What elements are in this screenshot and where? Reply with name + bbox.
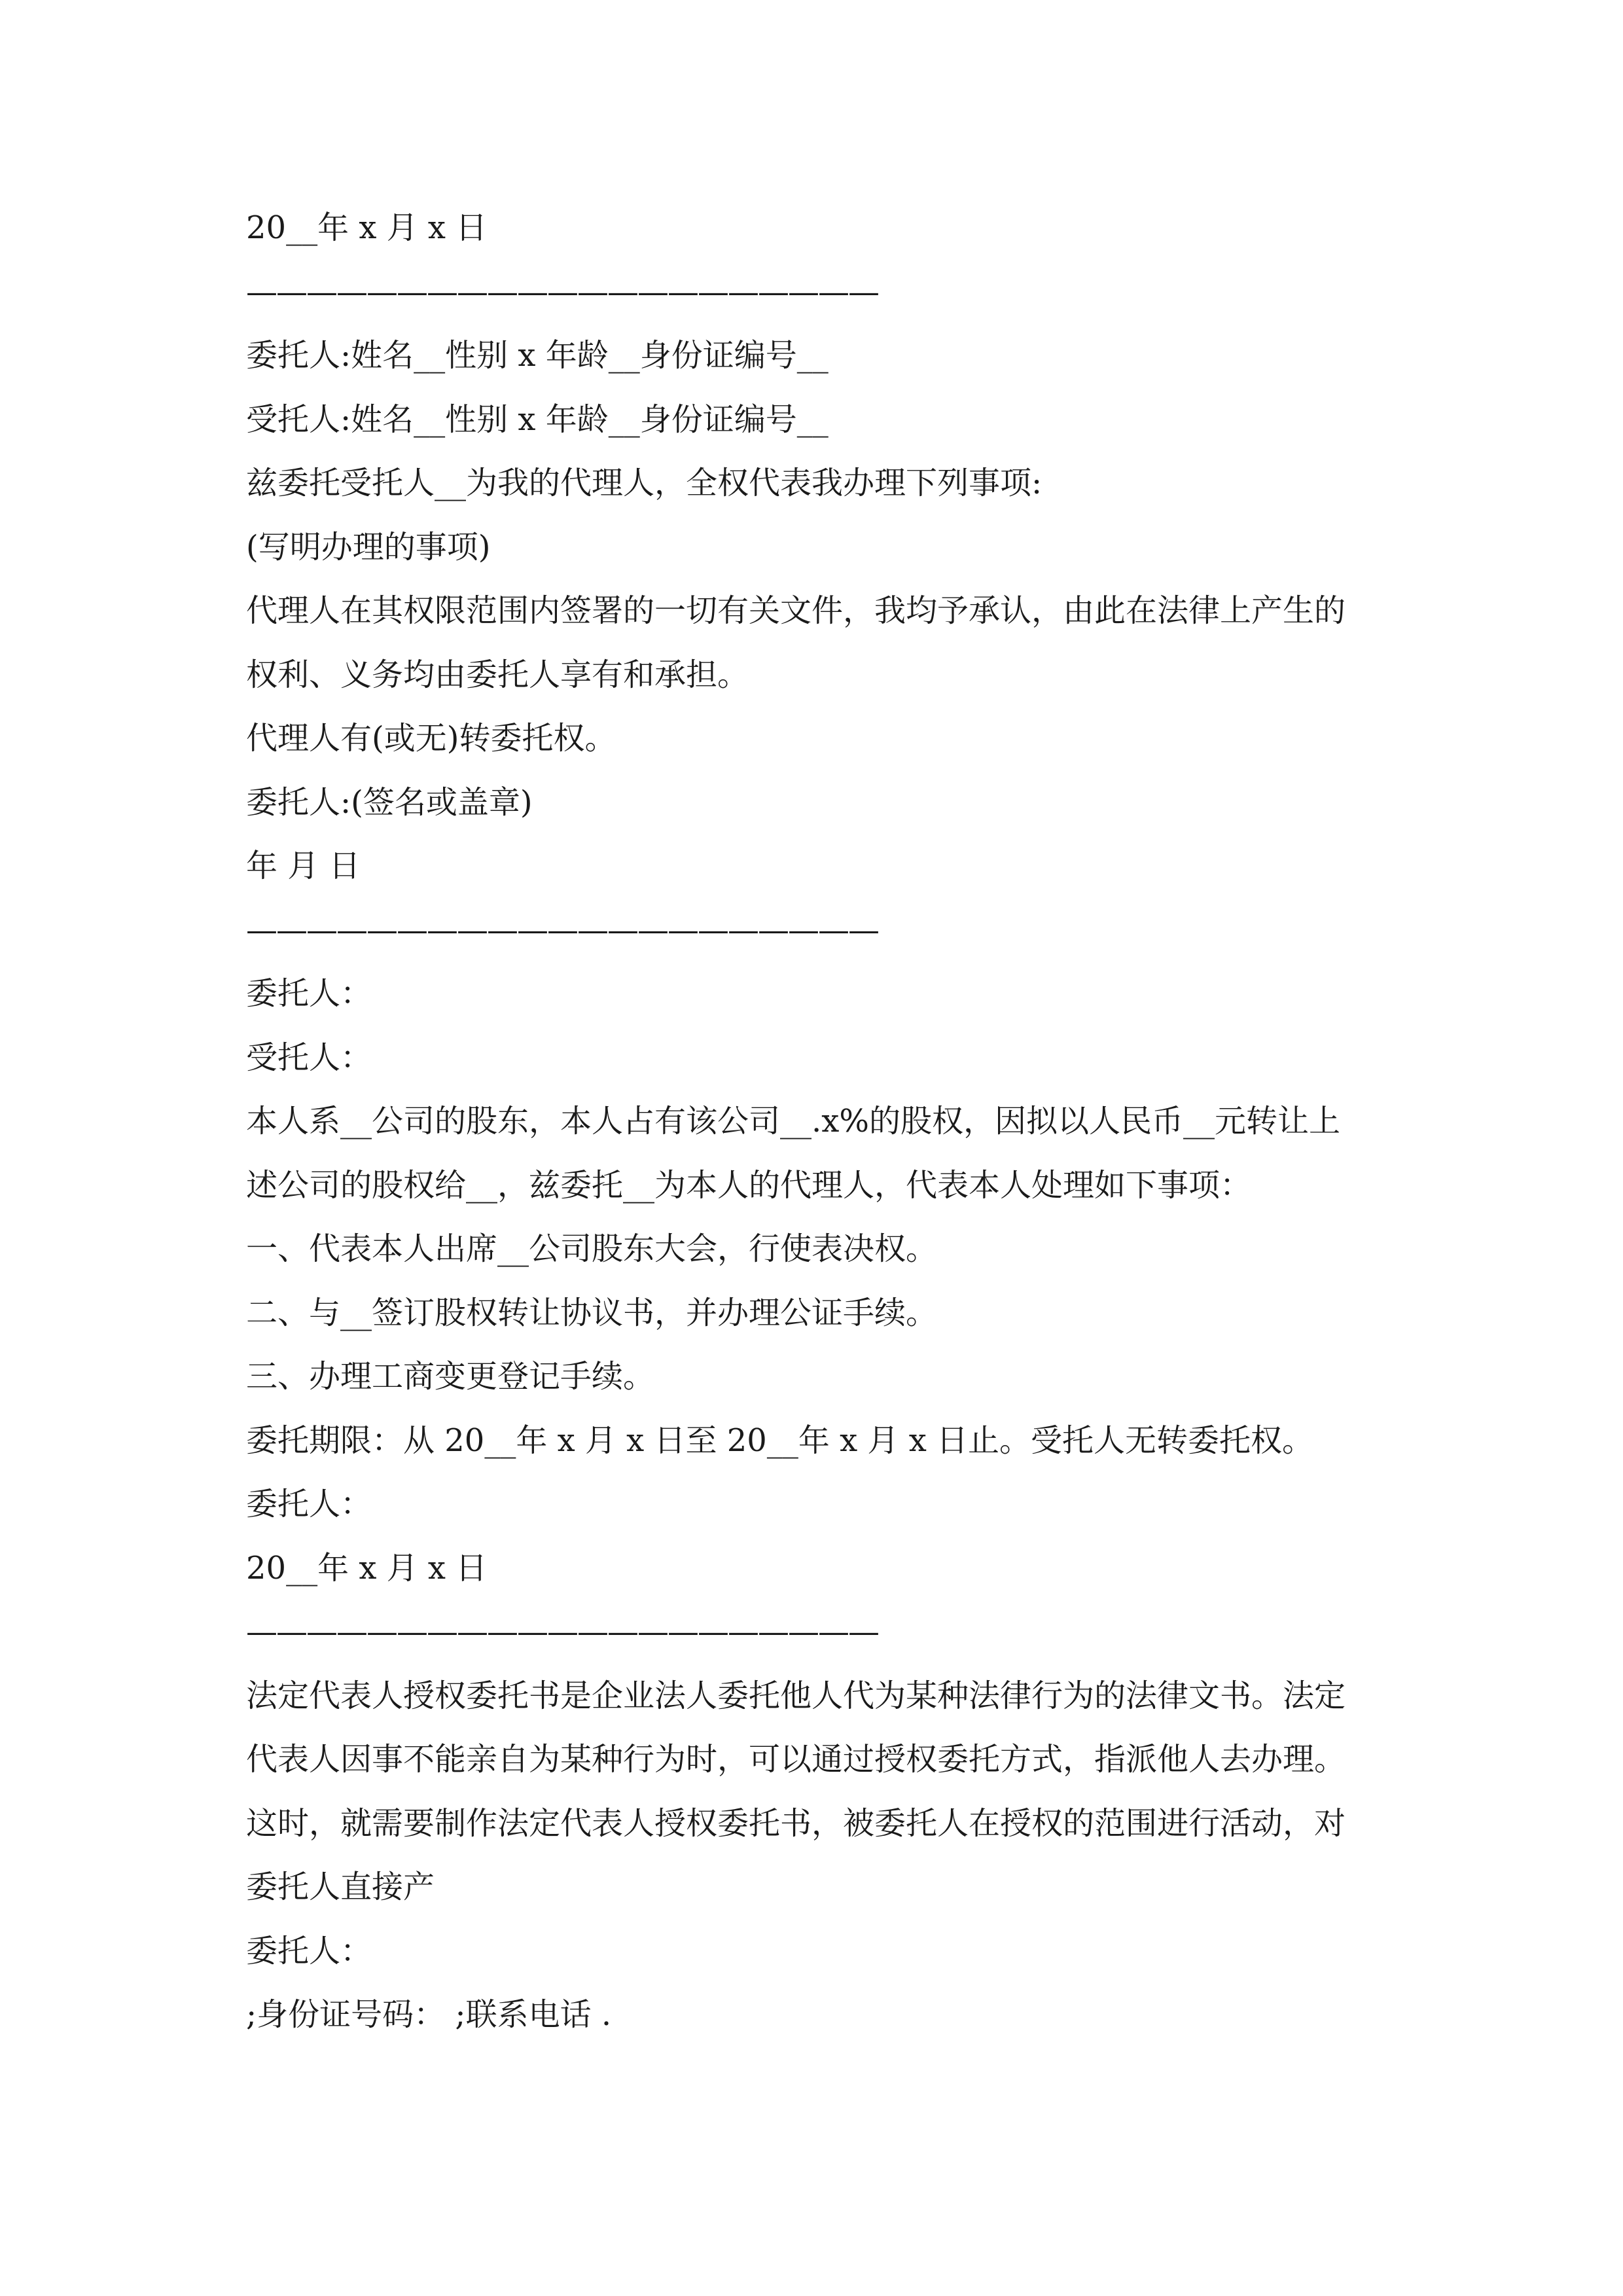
principal-label-line: 委托人： [246, 1932, 372, 1969]
entrust-statement-line: 兹委托受托人__为我的代理人，全权代表我办理下列事项: [246, 465, 1043, 501]
item-line: 一、代表本人出席__公司股东大会，行使表决权。 [246, 1230, 938, 1267]
item-line: 三、办理工商变更登记手续。 [246, 1358, 655, 1395]
date-line: 20__年 x 月 x 日 [246, 209, 488, 246]
agent-info-line: 受托人:姓名__性别 x 年龄__身份证编号__ [246, 401, 829, 438]
item-line: 二、与__签订股权转让协议书，并办理公证手续。 [246, 1294, 938, 1331]
matters-note-line: (写明办理的事项) [246, 528, 491, 565]
subdelegation-line: 代理人有(或无)转委托权。 [246, 720, 616, 757]
paragraph-line: 述公司的股权给__，兹委托__为本人的代理人，代表本人处理如下事项： [246, 1166, 1252, 1204]
date-blank-line: 年 月 日 [246, 848, 361, 884]
separator-line: ————————————————————— [246, 273, 878, 310]
paragraph-line: 代表人因事不能亲自为某种行为时，可以通过授权委托方式，指派他人去办理。 [246, 1741, 1346, 1778]
signature-line: 委托人:(签名或盖章) [246, 783, 533, 821]
principal-info-line: 委托人:姓名__性别 x 年龄__身份证编号__ [246, 337, 829, 374]
paragraph-line: 法定代表人授权委托书是企业法人委托他人代为某种法律行为的法律文书。法定 [246, 1677, 1346, 1714]
separator-line: ————————————————————— [246, 1613, 878, 1650]
agent-label-line: 受托人： [246, 1039, 372, 1076]
separator-line: ————————————————————— [246, 911, 878, 948]
contact-line: ;身份证号码： ;联系电话 . [246, 1996, 612, 2033]
paragraph-line: 代理人在其权限范围内签署的一切有关文件，我均予承认，由此在法律上产生的 [246, 592, 1346, 629]
principal-label-line: 委托人： [246, 1486, 372, 1522]
date-line: 20__年 x 月 x 日 [246, 1549, 488, 1587]
paragraph-line: 这时，就需要制作法定代表人授权委托书，被委托人在授权的范围进行活动，对 [246, 1804, 1346, 1842]
principal-label-line: 委托人： [246, 975, 372, 1012]
paragraph-line: 权利、义务均由委托人享有和承担。 [246, 656, 749, 693]
document-body [246, 196, 1418, 2047]
term-line: 委托期限：从 20__年 x 月 x 日至 20__年 x 月 x 日止。受托人无转委托权。 [246, 1422, 1314, 1459]
paragraph-line: 委托人直接产 [246, 1869, 435, 1905]
paragraph-line: 本人系__公司的股东，本人占有该公司__.x%的股权，因拟以人民币__元转让上 [246, 1103, 1340, 1139]
